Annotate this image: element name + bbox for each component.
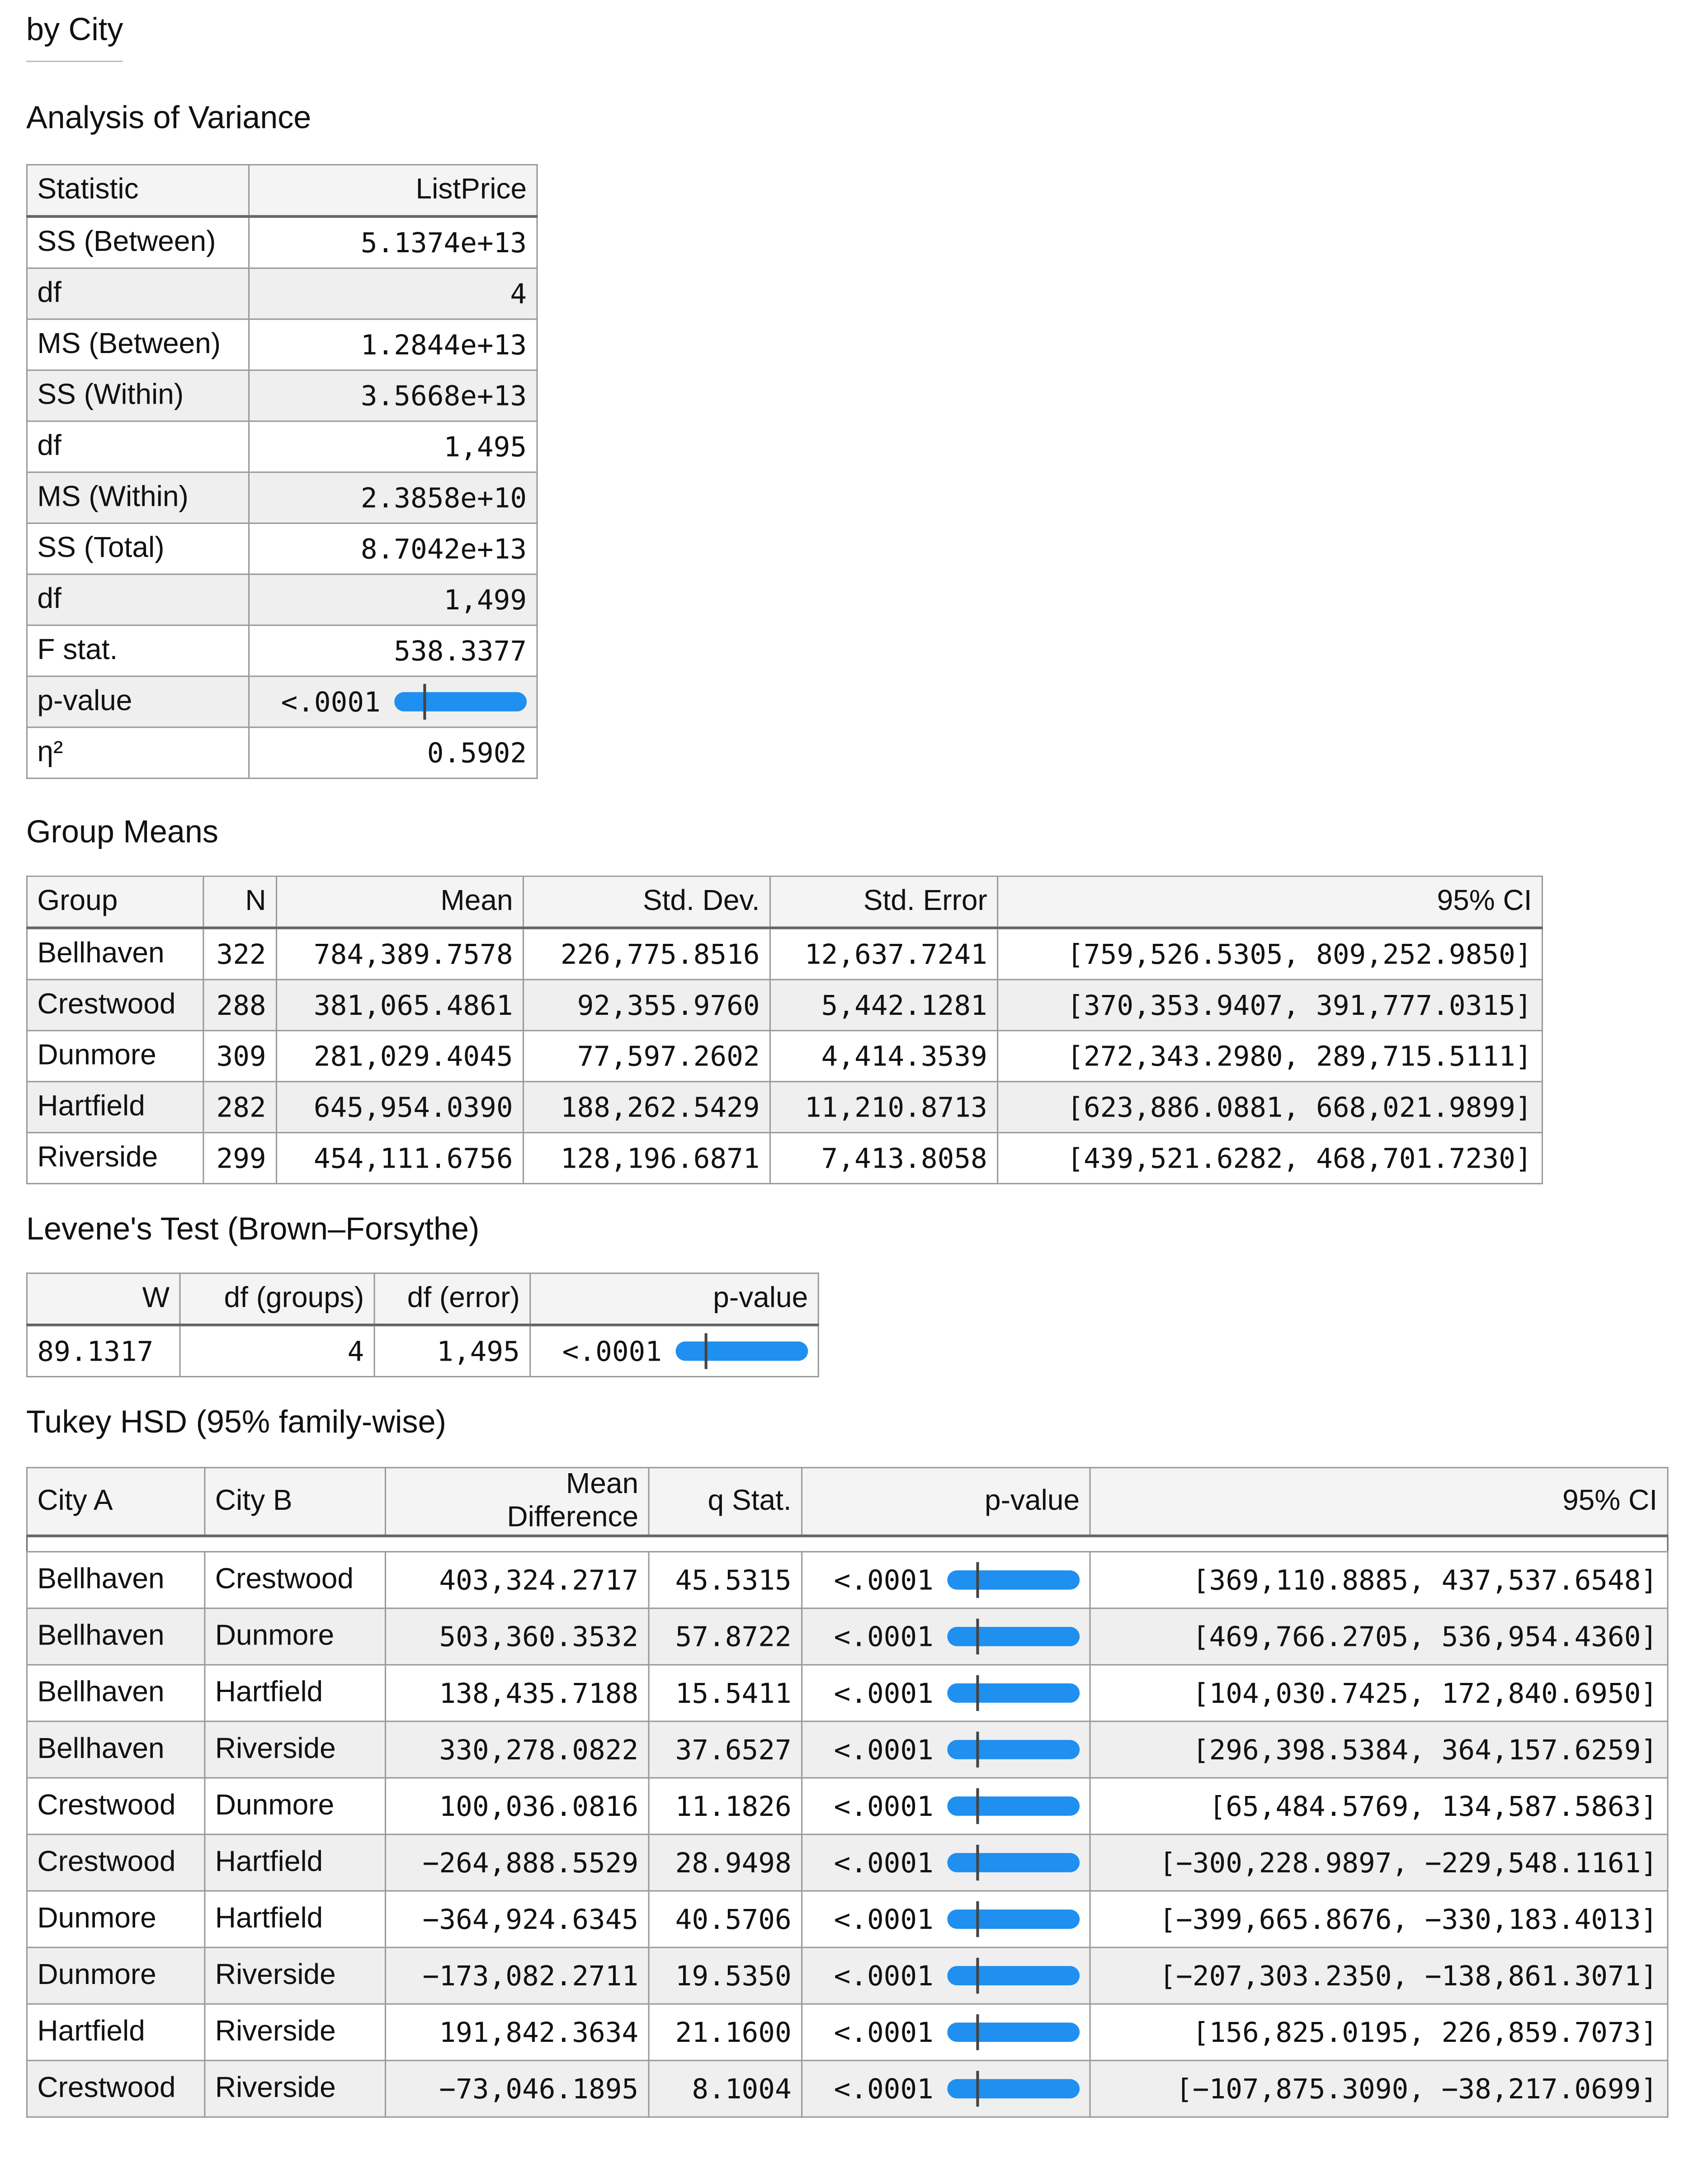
anova-value: 5.1374e+13 [249,217,537,268]
tukey-city-a: Crestwood [27,1834,204,1891]
anova-label: MS (Within) [27,472,249,523]
tukey-q-stat: 11.1826 [649,1778,802,1834]
tukey-p-bar [947,1627,1080,1646]
tukey-section-title: Tukey HSD (95% family-wise) [26,1403,446,1440]
means-row [27,980,1542,1031]
tukey-ci: [−300,228.9897, −229,548.1161] [1090,1834,1668,1891]
means-group: Hartfield [27,1082,203,1133]
means-group: Bellhaven [27,928,203,980]
anova-label: df [27,421,249,472]
tukey-ci: [156,825.0195, 226,859.7073] [1090,2004,1668,2060]
levene-table [26,1272,819,1377]
tukey-p-bar [947,1909,1080,1929]
tukey-p-bar [947,1966,1080,1985]
means-mean: 381,065.4861 [277,980,524,1031]
anova-value: 1,495 [249,421,537,472]
anova-row [27,727,537,778]
means-row [27,1031,1542,1082]
anova-value: 538.3377 [249,625,537,676]
tukey-spacer-cell [27,1536,1667,1552]
means-group: Riverside [27,1133,203,1184]
anova-value: 1,499 [249,574,537,625]
tukey-p-value: <.0001 [834,1676,934,1710]
group-means-section-title: Group Means [26,813,218,849]
tukey-ci: [104,030.7425, 172,840.6950] [1090,1665,1668,1721]
tukey-ci: [−399,665.8676, −330,183.4013] [1090,1891,1668,1947]
tukey-header-city-a: City A [27,1468,204,1536]
tukey-p-cell [802,1665,1090,1721]
anova-label: p-value [27,676,249,727]
tukey-p-cell [802,1608,1090,1665]
means-std-dev: 226,775.8516 [523,928,770,980]
means-ci: [370,353.9407, 391,777.0315] [998,980,1543,1031]
tukey-q-stat: 57.8722 [649,1608,802,1665]
anova-row [27,523,537,574]
tukey-p-bar [947,2022,1080,2042]
tukey-row [27,1665,1667,1721]
anova-value: 8.7042e+13 [249,523,537,574]
tukey-ci: [−207,303.2350, −138,861.3071] [1090,1947,1668,2004]
tukey-city-a: Bellhaven [27,1608,204,1665]
anova-label: df [27,574,249,625]
means-header-std-error: Std. Error [770,876,997,928]
tukey-mean-difference: 138,435.7188 [385,1665,649,1721]
tukey-q-stat: 37.6527 [649,1721,802,1778]
anova-row [27,268,537,319]
tukey-city-a: Bellhaven [27,1665,204,1721]
anova-label: η² [27,727,249,778]
tukey-p-value: <.0001 [834,2072,934,2106]
means-n: 288 [203,980,277,1031]
means-std-dev: 77,597.2602 [523,1031,770,1082]
anova-header-statistic: Statistic [27,165,249,216]
report-title: by City [26,11,123,62]
tukey-p-cell [802,2060,1090,2117]
tukey-city-b: Hartfield [205,1665,386,1721]
tukey-city-b: Crestwood [205,1552,386,1608]
tukey-header-spacer [27,1536,1667,1552]
tukey-q-stat: 45.5315 [649,1552,802,1608]
anova-row [27,625,537,676]
levene-row [27,1325,818,1376]
tukey-city-b: Riverside [205,1721,386,1778]
tukey-city-b: Dunmore [205,1778,386,1834]
means-ci: [623,886.0881, 668,021.9899] [998,1082,1543,1133]
tukey-ci: [296,398.5384, 364,157.6259] [1090,1721,1668,1778]
means-std-error: 12,637.7241 [770,928,997,980]
means-group: Dunmore [27,1031,203,1082]
means-mean: 645,954.0390 [277,1082,524,1133]
tukey-p-value: <.0001 [834,1903,934,1936]
anova-row [27,319,537,370]
tukey-p-cell [802,1552,1090,1608]
tukey-city-a: Crestwood [27,1778,204,1834]
means-n: 309 [203,1031,277,1082]
tukey-ci: [−107,875.3090, −38,217.0699] [1090,2060,1668,2117]
tukey-row [27,1552,1667,1608]
tukey-row [27,1947,1667,2004]
tukey-p-cell [802,2004,1090,2060]
means-mean: 454,111.6756 [277,1133,524,1184]
means-n: 282 [203,1082,277,1133]
tukey-mean-difference: 503,360.3532 [385,1608,649,1665]
means-group: Crestwood [27,980,203,1031]
levene-header-p-value: p-value [530,1273,818,1325]
tukey-row [27,2060,1667,2117]
anova-section-title: Analysis of Variance [26,99,311,135]
group-means-table [26,876,1543,1184]
tukey-mean-difference: 403,324.2717 [385,1552,649,1608]
anova-table [26,164,538,779]
means-std-dev: 128,196.6871 [523,1133,770,1184]
tukey-header-ci: 95% CI [1090,1468,1668,1536]
tukey-row [27,1834,1667,1891]
anova-label: MS (Between) [27,319,249,370]
levene-header-df-groups: df (groups) [180,1273,374,1325]
levene-p-cell [530,1325,818,1376]
anova-value: 1.2844e+13 [249,319,537,370]
tukey-row [27,1721,1667,1778]
means-header-n: N [203,876,277,928]
anova-value: 2.3858e+10 [249,472,537,523]
means-std-dev: 92,355.9760 [523,980,770,1031]
tukey-p-value: <.0001 [834,1959,934,1993]
means-row [27,928,1542,980]
tukey-city-a: Dunmore [27,1891,204,1947]
levene-header-w: W [27,1273,180,1325]
tukey-mean-difference: −73,046.1895 [385,2060,649,2117]
levene-p-value: <.0001 [562,1334,662,1368]
tukey-p-cell [802,1947,1090,2004]
tukey-p-bar [947,1570,1080,1590]
means-mean: 784,389.7578 [277,928,524,980]
tukey-q-stat: 28.9498 [649,1834,802,1891]
means-std-dev: 188,262.5429 [523,1082,770,1133]
anova-p-value: <.0001 [281,685,381,719]
tukey-row [27,1891,1667,1947]
levene-df-error: 1,495 [374,1325,530,1376]
means-n: 299 [203,1133,277,1184]
tukey-p-bar [947,1853,1080,1872]
anova-row [27,472,537,523]
tukey-p-bar [947,1740,1080,1759]
anova-value: 4 [249,268,537,319]
tukey-mean-difference: 191,842.3634 [385,2004,649,2060]
tukey-p-bar [947,2079,1080,2098]
anova-p-bar [394,692,527,712]
tukey-city-b: Hartfield [205,1891,386,1947]
tukey-q-stat: 21.1600 [649,2004,802,2060]
tukey-city-b: Dunmore [205,1608,386,1665]
tukey-p-bar [947,1796,1080,1816]
tukey-header-mean-difference: Mean Difference [385,1468,649,1536]
means-std-error: 7,413.8058 [770,1133,997,1184]
tukey-q-stat: 40.5706 [649,1891,802,1947]
tukey-p-value: <.0001 [834,1620,934,1653]
means-header-group: Group [27,876,203,928]
means-ci: [759,526.5305, 809,252.9850] [998,928,1543,980]
means-n: 322 [203,928,277,980]
anova-label: SS (Between) [27,217,249,268]
levene-section-title: Levene's Test (Brown–Forsythe) [26,1210,480,1247]
means-row [27,1133,1542,1184]
tukey-ci: [469,766.2705, 536,954.4360] [1090,1608,1668,1665]
means-header-mean: Mean [277,876,524,928]
means-header-ci: 95% CI [998,876,1543,928]
tukey-row [27,2004,1667,2060]
tukey-header-p-value: p-value [802,1468,1090,1536]
tukey-p-cell [802,1834,1090,1891]
levene-w: 89.1317 [27,1325,180,1376]
levene-df-groups: 4 [180,1325,374,1376]
means-std-error: 5,442.1281 [770,980,997,1031]
anova-row [27,370,537,421]
means-ci: [439,521.6282, 468,701.7230] [998,1133,1543,1184]
tukey-q-stat: 8.1004 [649,2060,802,2117]
levene-header-df-error: df (error) [374,1273,530,1325]
anova-label: df [27,268,249,319]
tukey-city-a: Dunmore [27,1947,204,2004]
tukey-p-cell [802,1778,1090,1834]
means-std-error: 4,414.3539 [770,1031,997,1082]
means-row [27,1082,1542,1133]
tukey-p-value: <.0001 [834,2016,934,2049]
tukey-city-b: Riverside [205,2060,386,2117]
tukey-p-value: <.0001 [834,1846,934,1880]
tukey-city-b: Hartfield [205,1834,386,1891]
levene-p-bar [676,1342,808,1361]
anova-row [27,574,537,625]
tukey-city-a: Bellhaven [27,1721,204,1778]
anova-value: 0.5902 [249,727,537,778]
tukey-p-cell [802,1891,1090,1947]
tukey-p-value: <.0001 [834,1563,934,1597]
tukey-p-value: <.0001 [834,1733,934,1767]
tukey-p-value: <.0001 [834,1789,934,1823]
tukey-mean-difference: −173,082.2711 [385,1947,649,2004]
anova-label: SS (Total) [27,523,249,574]
anova-row [27,217,537,268]
tukey-mean-difference: −264,888.5529 [385,1834,649,1891]
anova-header-listprice: ListPrice [249,165,537,216]
tukey-city-a: Hartfield [27,2004,204,2060]
anova-row [27,421,537,472]
means-std-error: 11,210.8713 [770,1082,997,1133]
tukey-ci: [369,110.8885, 437,537.6548] [1090,1552,1668,1608]
tukey-city-b: Riverside [205,2004,386,2060]
anova-p-cell [249,676,537,727]
tukey-mean-difference: 100,036.0816 [385,1778,649,1834]
tukey-city-a: Bellhaven [27,1552,204,1608]
tukey-ci: [65,484.5769, 134,587.5863] [1090,1778,1668,1834]
tukey-q-stat: 15.5411 [649,1665,802,1721]
means-ci: [272,343.2980, 289,715.5111] [998,1031,1543,1082]
anova-value: 3.5668e+13 [249,370,537,421]
tukey-city-a: Crestwood [27,2060,204,2117]
tukey-table [26,1467,1669,2118]
anova-label: F stat. [27,625,249,676]
tukey-mean-difference: 330,278.0822 [385,1721,649,1778]
tukey-p-cell [802,1721,1090,1778]
tukey-q-stat: 19.5350 [649,1947,802,2004]
tukey-header-city-b: City B [205,1468,386,1536]
tukey-city-b: Riverside [205,1947,386,2004]
anova-label: SS (Within) [27,370,249,421]
tukey-row [27,1778,1667,1834]
tukey-p-bar [947,1683,1080,1703]
means-header-std-dev: Std. Dev. [523,876,770,928]
means-mean: 281,029.4045 [277,1031,524,1082]
tukey-mean-difference: −364,924.6345 [385,1891,649,1947]
tukey-row [27,1608,1667,1665]
anova-row [27,676,537,727]
tukey-header-q-stat: q Stat. [649,1468,802,1536]
